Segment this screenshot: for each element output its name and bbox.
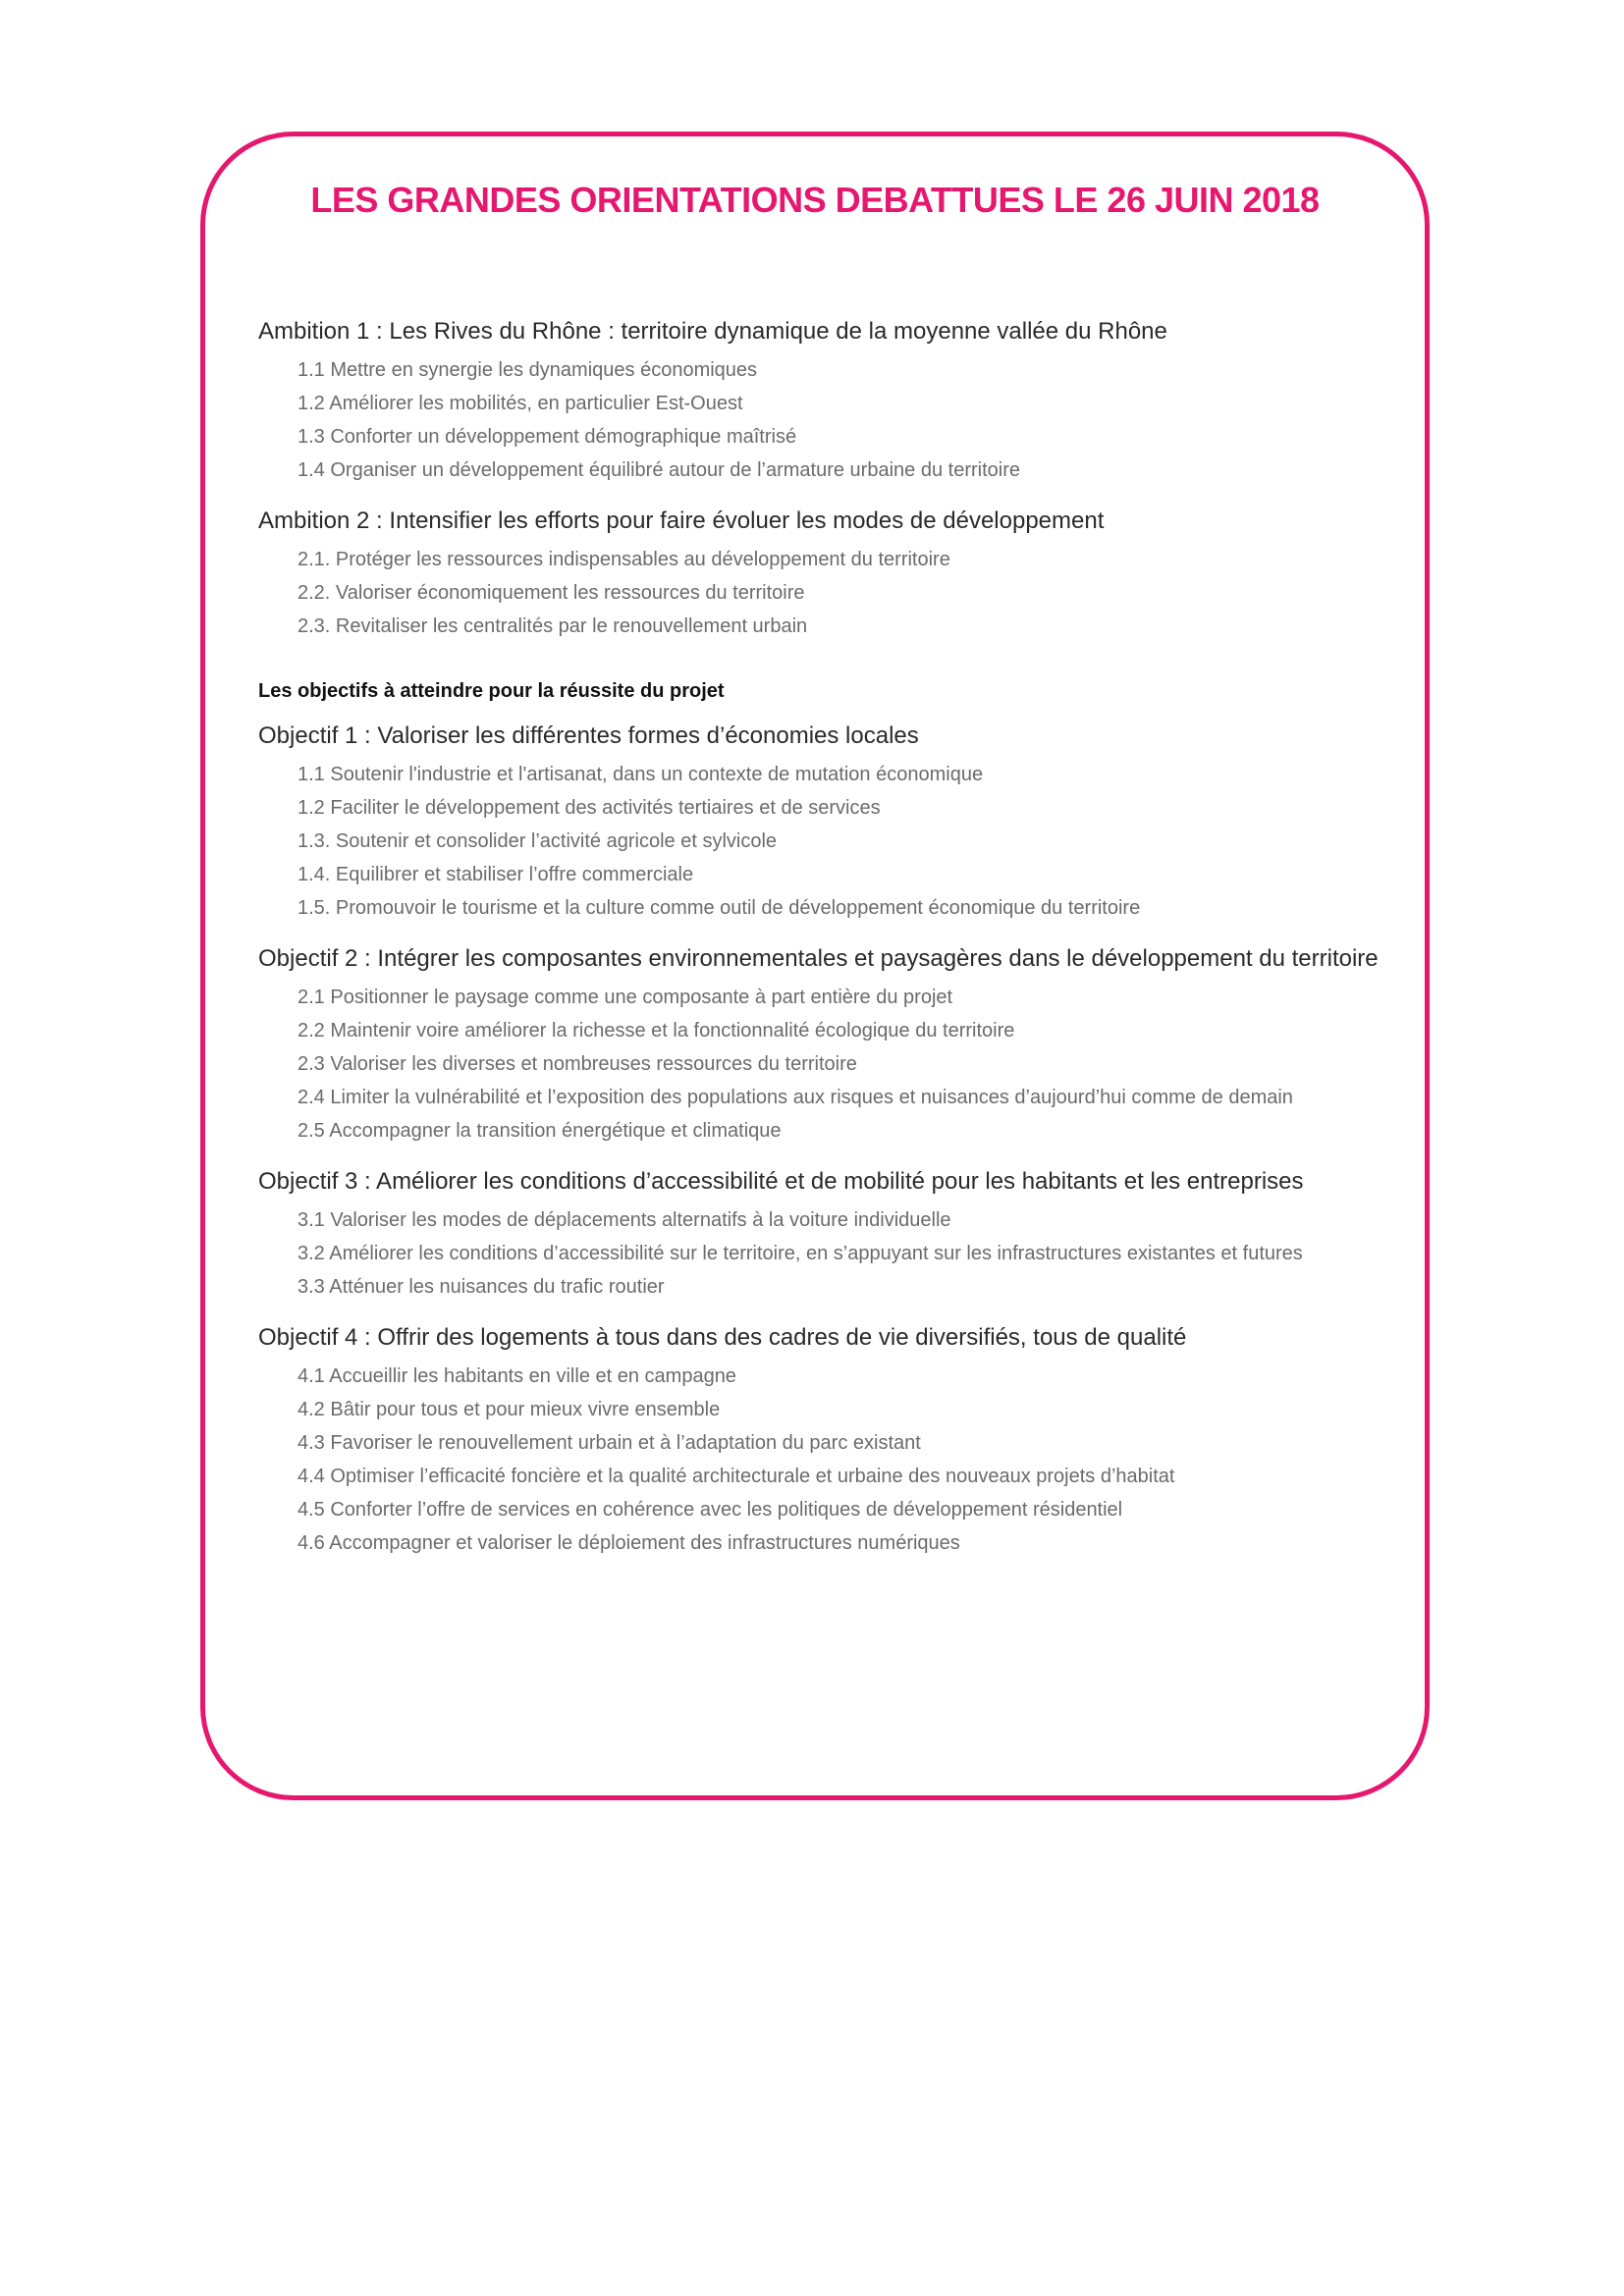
list-item: 2.2 Maintenir voire améliorer la richesse et la fonctionnalité écologique du territoire xyxy=(298,1020,1015,1041)
list-item: 4.2 Bâtir pour tous et pour mieux vivre ensemble xyxy=(298,1399,721,1420)
list-item: 1.3 Conforter un développement démographique maîtrisé xyxy=(298,426,797,448)
list-item: 2.3. Revitaliser les centralités par le renouvellement urbain xyxy=(298,615,808,637)
list-item: 1.2 Faciliter le développement des activités tertiaires et de services xyxy=(298,797,881,819)
ambition-section xyxy=(258,507,1387,639)
list-item: 1.1 Mettre en synergie les dynamiques économiques xyxy=(298,359,758,381)
objective-heading: Objectif 1 : Valoriser les différentes formes d’économies locales xyxy=(258,722,919,749)
list-item: 4.3 Favoriser le renouvellement urbain et à l’adaptation du parc existant xyxy=(298,1432,921,1454)
objective-section xyxy=(258,1167,1387,1300)
list-item: 4.4 Optimiser l’efficacité foncière et la qualité architecturale et urbaine des nouveaux projets d’habitat xyxy=(298,1466,1175,1487)
list-item: 1.4. Equilibrer et stabiliser l’offre commerciale xyxy=(298,864,694,885)
page-title: LES GRANDES ORIENTATIONS DEBATTUES LE 26 JUIN 2018 xyxy=(310,180,1320,220)
list-item: 1.4 Organiser un développement équilibré autour de l’armature urbaine du territoire xyxy=(298,459,1020,481)
list-item: 3.1 Valoriser les modes de déplacements alternatifs à la voiture individuelle xyxy=(298,1209,951,1231)
list-item: 2.1. Protéger les ressources indispensables au développement du territoire xyxy=(298,549,950,570)
list-item: 4.5 Conforter l’offre de services en cohérence avec les politiques de développement résidentiel xyxy=(298,1499,1123,1521)
list-item: 4.1 Accueillir les habitants en ville et en campagne xyxy=(298,1365,736,1387)
objective-heading: Objectif 3 : Améliorer les conditions d’accessibilité et de mobilité pour les habitants et les entreprises xyxy=(258,1168,1304,1195)
list-item: 3.3 Atténuer les nuisances du trafic routier xyxy=(298,1276,665,1298)
objective-list xyxy=(258,986,1387,1144)
objective-list xyxy=(258,1208,1387,1300)
ambition-heading: Ambition 1 : Les Rives du Rhône : territoire dynamique de la moyenne vallée du Rhône xyxy=(258,318,1167,345)
objective-section xyxy=(258,1323,1387,1556)
list-item: 1.1 Soutenir l'industrie et l'artisanat, dans un contexte de mutation économique xyxy=(298,764,984,785)
objective-section xyxy=(258,721,1387,921)
ambition-list xyxy=(258,548,1387,639)
list-item: 3.2 Améliorer les conditions d’accessibilité sur le territoire, en s’appuyant sur les infrastructures existantes et futures xyxy=(298,1243,1303,1264)
ambition-section xyxy=(258,317,1387,483)
objective-section xyxy=(258,944,1387,1144)
objective-heading: Objectif 4 : Offrir des logements à tous dans des cadres de vie diversifiés, tous de qualité xyxy=(258,1324,1187,1351)
list-item: 2.5 Accompagner la transition énergétique et climatique xyxy=(298,1120,782,1142)
list-item: 2.4 Limiter la vulnérabilité et l’exposition des populations aux risques et nuisances d’aujourd’hui comme de demain xyxy=(298,1087,1293,1108)
list-item: 1.5. Promouvoir le tourisme et la culture comme outil de développement économique du territoire xyxy=(298,897,1141,919)
list-item: 4.6 Accompagner et valoriser le déploiement des infrastructures numériques xyxy=(298,1532,960,1554)
list-item: 1.2 Améliorer les mobilités, en particulier Est-Ouest xyxy=(298,393,743,414)
list-item: 2.3 Valoriser les diverses et nombreuses ressources du territoire xyxy=(298,1053,857,1075)
objective-list xyxy=(258,1364,1387,1556)
ambition-list xyxy=(258,358,1387,483)
content-area xyxy=(258,317,1387,1579)
ambition-heading: Ambition 2 : Intensifier les efforts pour faire évoluer les modes de développement xyxy=(258,507,1105,534)
list-item: 1.3. Soutenir et consolider l’activité agricole et sylvicole xyxy=(298,830,778,852)
goals-heading: Les objectifs à atteindre pour la réussite du projet xyxy=(258,680,725,702)
objective-list xyxy=(258,763,1387,921)
objective-heading: Objectif 2 : Intégrer les composantes environnementales et paysagères dans le développement du territoire xyxy=(258,945,1379,972)
list-item: 2.1 Positionner le paysage comme une composante à part entière du projet xyxy=(298,987,953,1008)
list-item: 2.2. Valoriser économiquement les ressources du territoire xyxy=(298,582,805,604)
